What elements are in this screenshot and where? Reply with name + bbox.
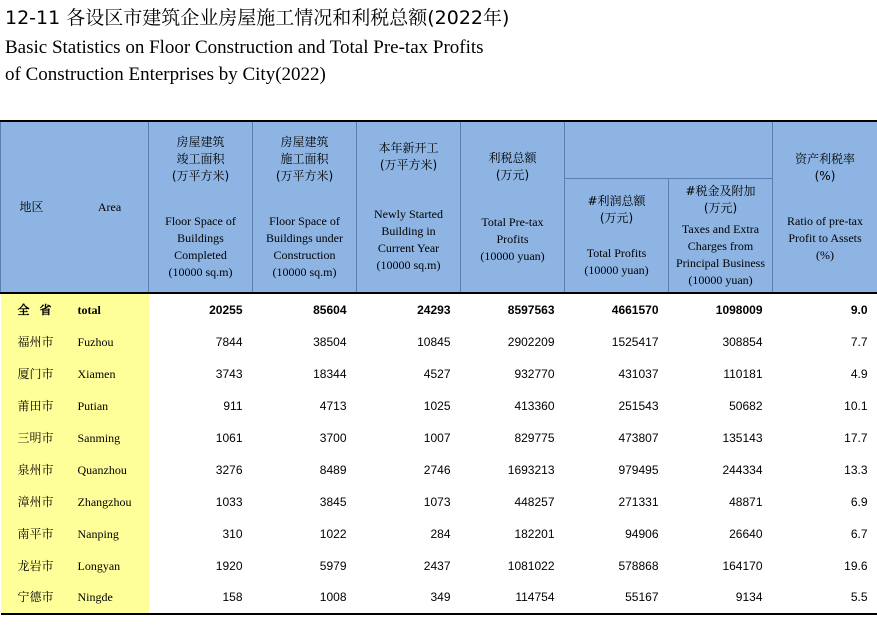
row-label-en: total	[77, 302, 101, 317]
total-row	[1, 293, 877, 326]
cell-value: 110181	[723, 366, 763, 381]
cell-value: 578868	[618, 558, 659, 573]
header-group-spacer	[565, 121, 773, 179]
row-label-en: Ningde	[77, 590, 113, 604]
table-title-cn: 12-11 各设区市建筑企业房屋施工情况和利税总额(2022年)	[5, 7, 510, 29]
table-row	[1, 518, 877, 550]
cell-value: 38504	[313, 334, 347, 349]
header-total-pretax-profits-en: Total Pre-tax Profits (10000 yuan)	[480, 214, 545, 263]
row-label-cn: 三明市	[17, 430, 54, 445]
header-region	[1, 121, 149, 293]
cell-value: 18344	[313, 366, 347, 381]
cell-value: 2902209	[507, 334, 555, 349]
table-row	[1, 582, 877, 614]
cell-value: 8597563	[461, 293, 565, 326]
cell-value: 979495	[618, 462, 659, 477]
header-newly-started-en: Newly Started Building in Current Year (10000 sq.m)	[374, 207, 443, 272]
header-floor-completed-en: Floor Space of Buildings Completed (10000 sq.m)	[165, 213, 236, 279]
table-row	[1, 390, 877, 422]
cell-value: 1081022	[507, 558, 555, 573]
cell-value: 182201	[514, 526, 555, 541]
row-label	[1, 454, 149, 486]
cell-value: 1098009	[669, 293, 773, 326]
cell-value: 4661570	[565, 293, 669, 326]
header-floor-completed	[149, 121, 253, 293]
cell-value: 1008	[253, 582, 357, 614]
header-total-pretax-profits-cn: 利税总额 (万元)	[488, 150, 537, 182]
header-floor-under-construction	[253, 121, 357, 293]
cell-value: 244334	[722, 462, 763, 477]
cell-value: 1073	[423, 494, 451, 509]
header-total-pretax-profits	[461, 121, 565, 293]
row-label-en: Nanping	[77, 526, 119, 541]
cell-value: 1007	[423, 430, 451, 445]
cell-value: 10.1	[844, 398, 868, 413]
header-total-profits	[565, 179, 669, 293]
header-ratio-en: Ratio of pre-tax Profit to Assets (%)	[787, 213, 863, 262]
row-label-cn: 宁德市	[17, 590, 54, 604]
header-ratio-cn: 资产利税率 (%)	[794, 151, 855, 183]
cell-value: 349	[357, 582, 461, 614]
cell-value: 50682	[729, 398, 763, 413]
row-label-en: Zhangzhou	[77, 494, 132, 509]
cell-value: 164170	[722, 558, 763, 573]
cell-value: 135143	[722, 430, 763, 445]
table-row	[1, 358, 877, 390]
cell-value: 1033	[215, 494, 243, 509]
cell-value: 13.3	[844, 462, 868, 477]
table-row	[1, 422, 877, 454]
row-label-en: Quanzhou	[77, 462, 127, 477]
table-body	[1, 293, 877, 614]
cell-value: 9.0	[773, 293, 877, 326]
cell-value: 48871	[729, 494, 763, 509]
cell-value: 932770	[514, 366, 555, 381]
row-label-en: Putian	[77, 398, 109, 413]
cell-value: 4527	[423, 366, 451, 381]
cell-value: 85604	[253, 293, 357, 326]
row-label-cn: 南平市	[17, 526, 54, 541]
cell-value: 1693213	[507, 462, 555, 477]
cell-value: 55167	[565, 582, 669, 614]
header-taxes-extra-cn: #税金及附加 (万元)	[685, 183, 756, 215]
cell-value: 114754	[461, 582, 565, 614]
row-label	[1, 358, 149, 390]
row-label	[1, 390, 149, 422]
header-total-profits-cn: #利润总额 (万元)	[587, 193, 646, 225]
cell-value: 5979	[319, 558, 347, 573]
cell-value: 7.7	[850, 334, 868, 349]
cell-value: 7844	[215, 334, 243, 349]
row-label	[1, 293, 149, 326]
table-title-en-line2: of Construction Enterprises by City(2022)	[5, 64, 326, 85]
cell-value: 271331	[618, 494, 659, 509]
table-row	[1, 550, 877, 582]
header-taxes-extra-en: Taxes and Extra Charges from Principal Business (10000 yuan)	[676, 221, 765, 287]
row-label	[1, 582, 149, 614]
cell-value: 1061	[215, 430, 243, 445]
header-region-cn: 地区	[19, 199, 44, 214]
cell-value: 26640	[729, 526, 763, 541]
row-label-en: Xiamen	[77, 366, 116, 381]
table-row	[1, 486, 877, 518]
header-floor-under-construction-cn: 房屋建筑 施工面积 (万平方米)	[275, 134, 334, 183]
cell-value: 5.5	[773, 582, 877, 614]
row-label	[1, 326, 149, 358]
cell-value: 8489	[319, 462, 347, 477]
cell-value: 310	[222, 526, 243, 541]
cell-value: 158	[149, 582, 253, 614]
cell-value: 473807	[618, 430, 659, 445]
cell-value: 413360	[514, 398, 555, 413]
cell-value: 1525417	[611, 334, 659, 349]
cell-value: 10845	[417, 334, 451, 349]
header-floor-completed-cn: 房屋建筑 竣工面积 (万平方米)	[171, 134, 230, 183]
row-label	[1, 550, 149, 582]
cell-value: 308854	[722, 334, 763, 349]
header-floor-under-construction-en: Floor Space of Buildings under Construction (10000 sq.m)	[266, 213, 343, 279]
cell-value: 1920	[215, 558, 243, 573]
row-label-cn: 全省	[17, 302, 62, 317]
row-label-cn: 福州市	[17, 334, 54, 349]
cell-value: 2437	[423, 558, 451, 573]
row-label	[1, 486, 149, 518]
cell-value: 251543	[618, 398, 659, 413]
row-label-cn: 龙岩市	[17, 558, 54, 573]
cell-value: 1022	[319, 526, 347, 541]
header-total-profits-en: Total Profits (10000 yuan)	[584, 245, 649, 277]
cell-value: 448257	[514, 494, 555, 509]
cell-value: 1025	[423, 398, 451, 413]
row-label-cn: 漳州市	[17, 494, 54, 509]
cell-value: 94906	[625, 526, 659, 541]
row-label-en: Longyan	[77, 558, 121, 573]
cell-value: 9134	[669, 582, 773, 614]
cell-value: 431037	[618, 366, 659, 381]
header-newly-started-cn: 本年新开工 (万平方米)	[378, 141, 439, 172]
cell-value: 6.7	[850, 526, 868, 541]
row-label	[1, 422, 149, 454]
header-newly-started	[357, 121, 461, 293]
cell-value: 24293	[357, 293, 461, 326]
cell-value: 4713	[319, 398, 347, 413]
statistics-table	[0, 120, 877, 615]
table-row	[1, 326, 877, 358]
cell-value: 3845	[319, 494, 347, 509]
row-label-cn: 莆田市	[17, 398, 54, 413]
table-row	[1, 454, 877, 486]
row-label-cn: 泉州市	[17, 462, 54, 477]
cell-value: 20255	[149, 293, 253, 326]
cell-value: 6.9	[850, 494, 868, 509]
cell-value: 3700	[319, 430, 347, 445]
cell-value: 19.6	[844, 558, 868, 573]
cell-value: 2746	[423, 462, 451, 477]
row-label	[1, 518, 149, 550]
header-region-en: Area	[97, 199, 122, 214]
cell-value: 284	[430, 526, 451, 541]
cell-value: 4.9	[850, 366, 868, 381]
cell-value: 17.7	[844, 430, 868, 445]
header-ratio	[773, 121, 877, 293]
row-label-cn: 厦门市	[17, 366, 54, 381]
cell-value: 911	[223, 398, 243, 413]
header-taxes-extra	[669, 179, 773, 293]
table-title-en-line1: Basic Statistics on Floor Construction and Total Pre-tax Profits	[5, 37, 484, 58]
cell-value: 3743	[215, 366, 243, 381]
row-label-en: Sanming	[77, 430, 121, 445]
row-label-en: Fuzhou	[77, 334, 114, 349]
cell-value: 829775	[514, 430, 555, 445]
cell-value: 3276	[215, 462, 243, 477]
